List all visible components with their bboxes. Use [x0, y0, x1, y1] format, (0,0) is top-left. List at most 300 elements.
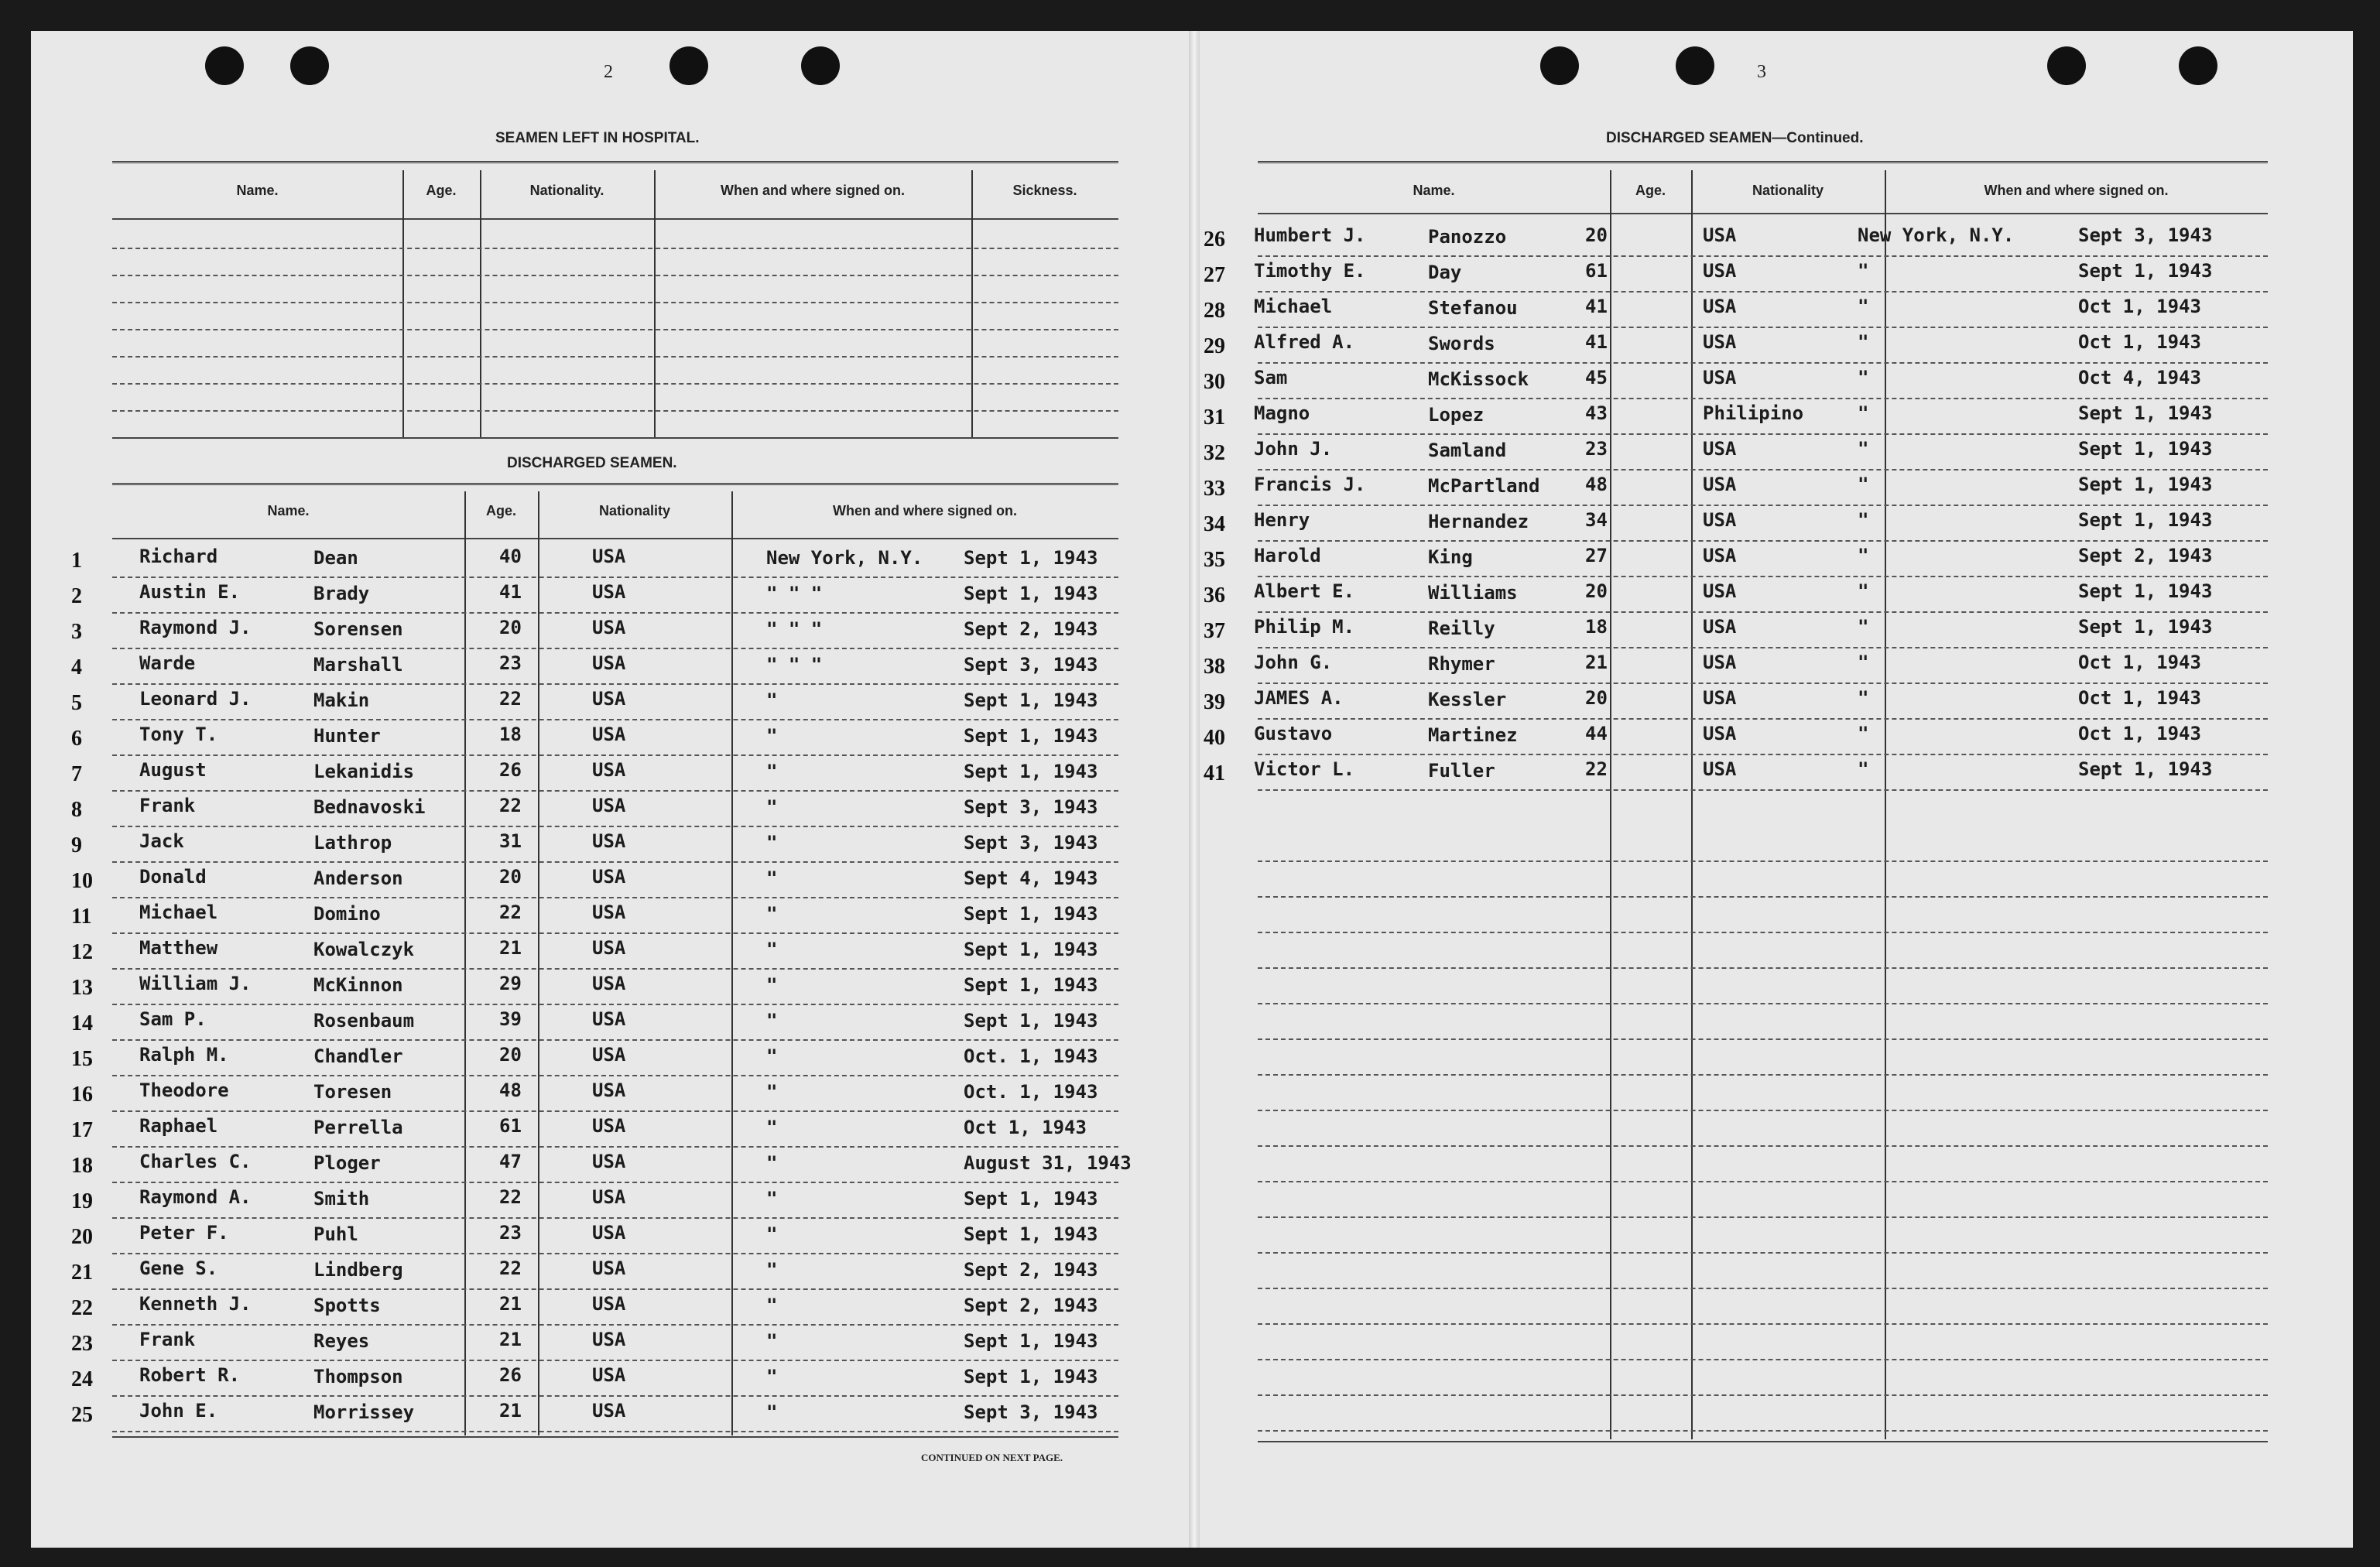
- discharged-col-signed-on: When and where signed on.: [832, 503, 1018, 518]
- first-name: Raymond A.: [139, 1186, 252, 1208]
- continued-col-age: Age.: [1635, 183, 1666, 198]
- nationality: USA: [592, 973, 626, 994]
- row-line: [112, 719, 1118, 720]
- first-name: Richard: [139, 546, 218, 567]
- nationality: USA: [592, 1400, 626, 1422]
- age: 21: [499, 937, 522, 959]
- empty-row-line: [1258, 1145, 2268, 1147]
- signed-on-place: ": [1858, 331, 1869, 353]
- nationality: USA: [592, 688, 626, 710]
- age: 22: [499, 1186, 522, 1208]
- first-name: Peter F.: [139, 1222, 229, 1244]
- signed-on-date: Oct. 1, 1943: [964, 1045, 1098, 1067]
- signed-on-place: ": [766, 761, 778, 782]
- last-name: Bednavoski: [313, 796, 426, 818]
- last-name: Martinez: [1428, 724, 1518, 746]
- hospital-col-age: Age.: [426, 183, 457, 198]
- last-name: Reilly: [1428, 618, 1495, 639]
- hospital-bottom-rule: [112, 437, 1118, 439]
- age: 61: [1585, 260, 1608, 282]
- continued-bottom-rule: [1258, 1441, 2268, 1442]
- nationality: USA: [592, 1329, 626, 1350]
- row-number: 30: [1204, 370, 1225, 394]
- first-name: Henry: [1254, 509, 1310, 531]
- row-line: [112, 1039, 1118, 1041]
- hospital-row-line: [112, 356, 1118, 358]
- nationality: USA: [1703, 545, 1737, 566]
- last-name: Stefanou: [1428, 297, 1518, 319]
- signed-on-place: ": [766, 1295, 778, 1316]
- row-number: 5: [71, 691, 82, 715]
- age: 20: [1585, 580, 1608, 602]
- signed-on-date: Sept 3, 1943: [964, 796, 1098, 818]
- last-name: Chandler: [313, 1045, 403, 1067]
- row-line: [112, 1431, 1118, 1432]
- signed-on-place: ": [766, 1081, 778, 1103]
- continued-col-name: Name.: [1413, 183, 1455, 198]
- row-number: 8: [71, 798, 82, 822]
- empty-row-line: [1258, 1252, 2268, 1254]
- first-name: JAMES A.: [1254, 687, 1344, 709]
- nationality: USA: [1703, 296, 1737, 317]
- last-name: Dean: [313, 547, 358, 569]
- row-line: [1258, 789, 2268, 791]
- signed-on-date: Sept 1, 1943: [964, 1223, 1098, 1245]
- empty-row-line: [1258, 896, 2268, 898]
- first-name: William J.: [139, 973, 252, 994]
- empty-row-line: [1258, 967, 2268, 969]
- row-line: [1258, 576, 2268, 577]
- punch-hole: [2179, 46, 2217, 85]
- punch-hole: [290, 46, 329, 85]
- row-line: [1258, 469, 2268, 470]
- continued-header-rule: [1258, 213, 2268, 214]
- signed-on-date: Oct 1, 1943: [964, 1117, 1087, 1138]
- signed-on-date: Sept 1, 1943: [964, 974, 1098, 996]
- row-line: [112, 790, 1118, 792]
- punch-hole: [2047, 46, 2086, 85]
- signed-on-place: ": [766, 796, 778, 818]
- age: 44: [1585, 723, 1608, 744]
- nationality: Philipino: [1703, 402, 1804, 424]
- nationality: USA: [592, 1044, 626, 1066]
- row-line: [1258, 611, 2268, 613]
- last-name: Domino: [313, 903, 381, 925]
- row-line: [112, 648, 1118, 649]
- last-name: Lekanidis: [313, 761, 415, 782]
- nationality: USA: [1703, 438, 1737, 460]
- signed-on-date: Sept 1, 1943: [964, 583, 1098, 604]
- age: 20: [499, 1044, 522, 1066]
- last-name: Rhymer: [1428, 653, 1495, 675]
- first-name: Donald: [139, 866, 207, 888]
- nationality: USA: [592, 902, 626, 923]
- signed-on-date: Sept 1, 1943: [2078, 509, 2213, 531]
- row-number: 12: [71, 940, 93, 964]
- last-name: McKissock: [1428, 368, 1529, 390]
- age: 21: [1585, 652, 1608, 673]
- empty-row-line: [1258, 860, 2268, 862]
- nationality: USA: [1703, 652, 1737, 673]
- age: 27: [1585, 545, 1608, 566]
- first-name: Warde: [139, 652, 196, 674]
- first-name: Timothy E.: [1254, 260, 1366, 282]
- first-name: Francis J.: [1254, 474, 1366, 495]
- empty-row-line: [1258, 932, 2268, 933]
- first-name: Michael: [139, 902, 218, 923]
- nationality: USA: [592, 1186, 626, 1208]
- row-line: [112, 932, 1118, 934]
- signed-on-place: New York, N.Y.: [766, 547, 923, 569]
- last-name: Spotts: [313, 1295, 381, 1316]
- empty-row-line: [1258, 1074, 2268, 1076]
- age: 41: [499, 581, 522, 603]
- first-name: Michael: [1254, 296, 1333, 317]
- age: 22: [499, 1257, 522, 1279]
- signed-on-date: Sept 2, 1943: [964, 618, 1098, 640]
- age: 26: [499, 1364, 522, 1386]
- age: 34: [1585, 509, 1608, 531]
- last-name: Lindberg: [313, 1259, 403, 1281]
- age: 29: [499, 973, 522, 994]
- age: 48: [499, 1079, 522, 1101]
- first-name: Robert R.: [139, 1364, 241, 1386]
- age: 20: [499, 617, 522, 638]
- first-name: Gene S.: [139, 1257, 218, 1279]
- first-name: John G.: [1254, 652, 1333, 673]
- age: 22: [499, 795, 522, 816]
- last-name: Fuller: [1428, 760, 1495, 782]
- signed-on-date: Oct 1, 1943: [2078, 723, 2201, 744]
- row-number: 11: [71, 905, 92, 929]
- signed-on-date: Sept 3, 1943: [964, 1401, 1098, 1423]
- discharged-top-rule: [112, 483, 1118, 488]
- last-name: Hernandez: [1428, 511, 1529, 532]
- row-line: [1258, 540, 2268, 542]
- signed-on-place: ": [766, 903, 778, 925]
- signed-on-place: ": [1858, 296, 1869, 317]
- last-name: Kessler: [1428, 689, 1507, 710]
- signed-on-date: Oct 1, 1943: [2078, 652, 2201, 673]
- signed-on-place: ": [1858, 652, 1869, 673]
- row-line: [112, 1288, 1118, 1290]
- nationality: USA: [592, 1364, 626, 1386]
- first-name: Sam: [1254, 367, 1288, 388]
- signed-on-place: ": [766, 1045, 778, 1067]
- continued-title: DISCHARGED SEAMEN—Continued.: [1606, 130, 1864, 146]
- nationality: USA: [592, 617, 626, 638]
- nationality: USA: [592, 724, 626, 745]
- signed-on-place: New York, N.Y.: [1858, 224, 2015, 246]
- row-number: 24: [71, 1367, 93, 1391]
- row-number: 35: [1204, 548, 1225, 572]
- age: 23: [1585, 438, 1608, 460]
- first-name: Frank: [139, 795, 196, 816]
- signed-on-place: ": [766, 1259, 778, 1281]
- hospital-col-nationality: Nationality.: [529, 183, 604, 198]
- punch-hole: [1540, 46, 1579, 85]
- nationality: USA: [592, 866, 626, 888]
- empty-row-line: [1258, 1323, 2268, 1325]
- row-number: 17: [71, 1118, 93, 1142]
- signed-on-date: Sept 4, 1943: [964, 867, 1098, 889]
- signed-on-date: Oct. 1, 1943: [964, 1081, 1098, 1103]
- row-line: [1258, 362, 2268, 364]
- hospital-header-rule: [112, 218, 1118, 220]
- age: 41: [1585, 296, 1608, 317]
- signed-on-place: ": [1858, 402, 1869, 424]
- last-name: Lathrop: [313, 832, 392, 854]
- row-number: 13: [71, 976, 93, 1000]
- left-page: [31, 31, 1192, 1548]
- last-name: King: [1428, 546, 1473, 568]
- nationality: USA: [592, 937, 626, 959]
- first-name: Victor L.: [1254, 758, 1355, 780]
- last-name: Swords: [1428, 333, 1495, 354]
- last-name: Perrella: [313, 1117, 403, 1138]
- signed-on-date: Sept 1, 1943: [2078, 758, 2213, 780]
- hospital-title: SEAMEN LEFT IN HOSPITAL.: [495, 130, 700, 146]
- last-name: Morrissey: [313, 1401, 415, 1423]
- signed-on-place: ": [1858, 723, 1869, 744]
- signed-on-place: ": [766, 832, 778, 854]
- signed-on-date: Sept 1, 1943: [964, 725, 1098, 747]
- last-name: Brady: [313, 583, 370, 604]
- age: 21: [499, 1329, 522, 1350]
- punch-hole: [205, 46, 244, 85]
- signed-on-date: Sept 2, 1943: [2078, 545, 2213, 566]
- row-number: 22: [71, 1296, 93, 1320]
- row-line: [1258, 505, 2268, 506]
- discharged-header-rule: [112, 538, 1118, 539]
- row-line: [112, 897, 1118, 898]
- signed-on-place: ": [1858, 474, 1869, 495]
- signed-on-place: ": [766, 1188, 778, 1209]
- row-number: 18: [71, 1154, 93, 1178]
- signed-on-date: Sept 1, 1943: [964, 1366, 1098, 1387]
- row-number: 2: [71, 584, 82, 608]
- hospital-row-line: [112, 248, 1118, 249]
- last-name: Panozzo: [1428, 226, 1507, 248]
- age: 31: [499, 830, 522, 852]
- signed-on-place: ": [1858, 758, 1869, 780]
- first-name: Magno: [1254, 402, 1310, 424]
- discharged-bottom-rule: [112, 1436, 1118, 1438]
- row-line: [112, 968, 1118, 970]
- row-line: [1258, 398, 2268, 399]
- signed-on-place: " " ": [766, 583, 823, 604]
- discharged-col-age: Age.: [485, 503, 516, 518]
- row-line: [112, 1004, 1118, 1005]
- row-number: 10: [71, 869, 93, 893]
- signed-on-date: Sept 2, 1943: [964, 1259, 1098, 1281]
- row-number: 27: [1204, 263, 1225, 287]
- row-number: 40: [1204, 726, 1225, 750]
- nationality: USA: [592, 1293, 626, 1315]
- signed-on-place: ": [1858, 260, 1869, 282]
- last-name: Kowalczyk: [313, 939, 415, 960]
- row-number: 41: [1204, 761, 1225, 785]
- row-number: 39: [1204, 690, 1225, 714]
- hospital-col-signed-on: When and where signed on.: [720, 183, 906, 198]
- hospital-row-line: [112, 383, 1118, 385]
- last-name: Toresen: [313, 1081, 392, 1103]
- age: 23: [499, 1222, 522, 1244]
- signed-on-date: Sept 1, 1943: [964, 761, 1098, 782]
- row-number: 21: [71, 1261, 93, 1285]
- nationality: USA: [1703, 474, 1737, 495]
- discharged-col-divider: [731, 491, 733, 1435]
- row-line: [112, 612, 1118, 614]
- signed-on-date: Sept 1, 1943: [2078, 260, 2213, 282]
- first-name: Jack: [139, 830, 184, 852]
- nationality: USA: [1703, 687, 1737, 709]
- row-number: 33: [1204, 477, 1225, 501]
- signed-on-place: ": [766, 1223, 778, 1245]
- signed-on-date: Sept 2, 1943: [964, 1295, 1098, 1316]
- nationality: USA: [592, 1115, 626, 1137]
- empty-row-line: [1258, 1394, 2268, 1396]
- first-name: Raphael: [139, 1115, 218, 1137]
- punch-hole: [801, 46, 840, 85]
- continued-col-divider: [1885, 170, 1886, 1439]
- signed-on-place: " " ": [766, 618, 823, 640]
- last-name: Thompson: [313, 1366, 403, 1387]
- empty-row-line: [1258, 1181, 2268, 1182]
- signed-on-date: Sept 1, 1943: [964, 1010, 1098, 1032]
- nationality: USA: [592, 652, 626, 674]
- first-name: John E.: [139, 1400, 218, 1422]
- signed-on-date: Sept 1, 1943: [2078, 474, 2213, 495]
- empty-row-line: [1258, 1216, 2268, 1218]
- row-number: 34: [1204, 512, 1225, 536]
- last-name: Samland: [1428, 440, 1507, 461]
- last-name: Puhl: [313, 1223, 358, 1245]
- row-line: [112, 1395, 1118, 1397]
- hospital-row-line: [112, 410, 1118, 412]
- last-name: McKinnon: [313, 974, 403, 996]
- nationality: USA: [1703, 616, 1737, 638]
- first-name: Frank: [139, 1329, 196, 1350]
- first-name: Charles C.: [139, 1151, 252, 1172]
- row-line: [1258, 327, 2268, 328]
- row-line: [1258, 647, 2268, 648]
- last-name: Hunter: [313, 725, 381, 747]
- row-line: [1258, 754, 2268, 755]
- empty-row-line: [1258, 1288, 2268, 1289]
- first-name: Albert E.: [1254, 580, 1355, 602]
- age: 23: [499, 652, 522, 674]
- signed-on-place: ": [766, 725, 778, 747]
- signed-on-date: Sept 1, 1943: [964, 1330, 1098, 1352]
- row-number: 32: [1204, 441, 1225, 465]
- nationality: USA: [592, 581, 626, 603]
- nationality: USA: [592, 1008, 626, 1030]
- row-line: [112, 1075, 1118, 1076]
- age: 22: [1585, 758, 1608, 780]
- empty-row-line: [1258, 1038, 2268, 1040]
- continued-col-divider: [1610, 170, 1611, 1439]
- first-name: August: [139, 759, 207, 781]
- last-name: Rosenbaum: [313, 1010, 415, 1032]
- age: 22: [499, 902, 522, 923]
- row-number: 3: [71, 620, 82, 644]
- continued-top-rule: [1258, 161, 2268, 166]
- nationality: USA: [1703, 509, 1737, 531]
- nationality: USA: [1703, 331, 1737, 353]
- signed-on-date: Sept 1, 1943: [964, 1188, 1098, 1209]
- signed-on-place: ": [766, 867, 778, 889]
- signed-on-date: Sept 1, 1943: [2078, 580, 2213, 602]
- signed-on-place: ": [1858, 616, 1869, 638]
- row-number: 37: [1204, 619, 1225, 643]
- first-name: Theodore: [139, 1079, 229, 1101]
- row-line: [112, 1253, 1118, 1254]
- first-name: Ralph M.: [139, 1044, 229, 1066]
- age: 18: [1585, 616, 1608, 638]
- signed-on-date: Oct 1, 1943: [2078, 296, 2201, 317]
- hospital-col-divider: [971, 170, 973, 437]
- hospital-row-line: [112, 329, 1118, 330]
- empty-row-line: [1258, 1003, 2268, 1004]
- signed-on-date: Sept 1, 1943: [2078, 438, 2213, 460]
- signed-on-place: ": [766, 1401, 778, 1423]
- nationality: USA: [592, 795, 626, 816]
- hospital-col-divider: [480, 170, 481, 437]
- age: 45: [1585, 367, 1608, 388]
- nationality: USA: [592, 546, 626, 567]
- first-name: Austin E.: [139, 581, 241, 603]
- row-line: [112, 683, 1118, 685]
- discharged-col-nationality: Nationality: [598, 503, 670, 518]
- row-number: 14: [71, 1011, 93, 1035]
- age: 48: [1585, 474, 1608, 495]
- signed-on-place: ": [766, 1152, 778, 1174]
- signed-on-place: ": [1858, 687, 1869, 709]
- row-number: 16: [71, 1083, 93, 1107]
- first-name: Sam P.: [139, 1008, 207, 1030]
- first-name: Kenneth J.: [139, 1293, 252, 1315]
- discharged-col-divider: [538, 491, 539, 1435]
- signed-on-place: ": [766, 974, 778, 996]
- row-line: [112, 1182, 1118, 1183]
- nationality: USA: [592, 1222, 626, 1244]
- nationality: USA: [1703, 367, 1737, 388]
- last-name: McPartland: [1428, 475, 1540, 497]
- signed-on-place: ": [766, 939, 778, 960]
- age: 21: [499, 1400, 522, 1422]
- row-line: [1258, 683, 2268, 684]
- age: 22: [499, 688, 522, 710]
- signed-on-place: ": [766, 1330, 778, 1352]
- signed-on-place: ": [1858, 545, 1869, 566]
- signed-on-date: Sept 1, 1943: [2078, 402, 2213, 424]
- last-name: Sorensen: [313, 618, 403, 640]
- discharged-col-name: Name.: [267, 503, 310, 518]
- empty-row-line: [1258, 1430, 2268, 1432]
- row-line: [112, 861, 1118, 863]
- row-number: 7: [71, 762, 82, 786]
- first-name: Philip M.: [1254, 616, 1355, 638]
- first-name: Gustavo: [1254, 723, 1333, 744]
- last-name: Reyes: [313, 1330, 370, 1352]
- row-number: 38: [1204, 655, 1225, 679]
- signed-on-date: Oct 1, 1943: [2078, 687, 2201, 709]
- row-line: [112, 577, 1118, 578]
- nationality: USA: [1703, 260, 1737, 282]
- discharged-col-divider: [464, 491, 466, 1435]
- nationality: USA: [592, 1257, 626, 1279]
